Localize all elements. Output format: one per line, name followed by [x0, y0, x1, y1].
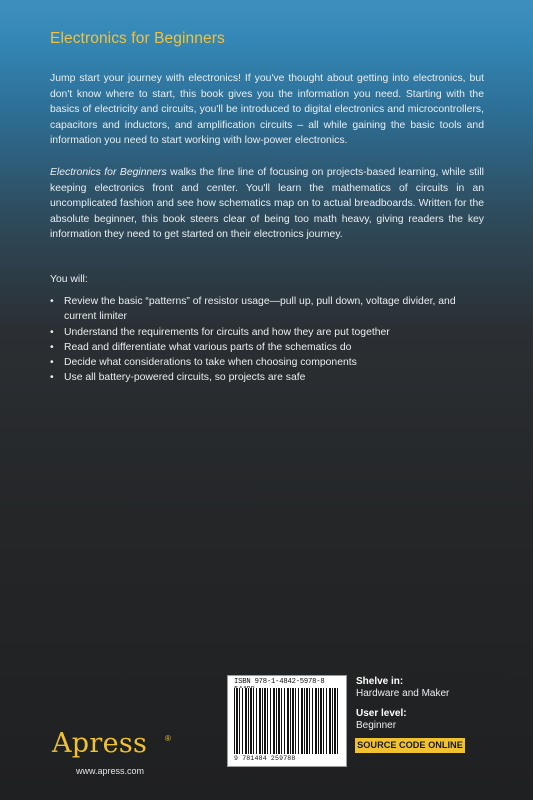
registered-mark: ®: [165, 734, 171, 743]
description-paragraph-2: [50, 165, 484, 243]
learning-bullets: [50, 294, 470, 386]
barcode-bars: [234, 688, 340, 754]
apress-logo: Apress: [52, 728, 148, 759]
book-title: Electronics for Beginners: [50, 30, 225, 47]
description-paragraph-1: Jump start your journey with electronics! If you've thought about getting into electronics, but don't know where to start, this book gives you the information you need. Starting with the basics of electricity and circuits, you'll be introduced to digital electronics and microcontrollers, capacitors and inductors, and amplification circuits – all while gaining the basic tools and information you need to start working with low-power electronics.: [50, 73, 484, 147]
barcode-digits: 9 781484 259788: [234, 755, 296, 762]
shelve-in-value: Hardware and Maker: [356, 688, 450, 699]
user-level-label: User level:: [356, 708, 407, 719]
book-title-italic: Electronics for Beginners: [50, 167, 167, 178]
user-level-value: Beginner: [356, 720, 397, 731]
description-paragraph-2-text: walks the fine line of focusing on projects-based learning, while still keeping electronics front and center. You'll learn the mathematics of circuits in an uncomplicated fashion and see how schematics map on to actual breadboards. Written for the absolute beginner, this book steers clear of being too math heavy, giving readers the key information they need to get started on their electronics journey.: [50, 167, 484, 241]
bullet-item: • Understand the requirements for circuits and how they are put together: [50, 325, 470, 340]
bullet-item: • Read and differentiate what various parts of the schematics do: [50, 340, 470, 355]
bullet-item: • Use all battery-powered circuits, so projects are safe: [50, 370, 470, 385]
you-will-heading: You will:: [50, 274, 88, 285]
publisher-url: www.apress.com: [76, 766, 145, 776]
isbn-barcode: [227, 675, 347, 767]
shelve-in-label: Shelve in:: [356, 676, 404, 687]
source-code-badge: SOURCE CODE ONLINE: [355, 738, 465, 753]
bullet-item: • Decide what considerations to take when choosing components: [50, 355, 470, 370]
bullet-item: • Review the basic “patterns” of resistor usage—pull up, pull down, voltage divider, and current limiter: [50, 294, 470, 325]
isbn-text: ISBN 978-1-4842-5978-8: [234, 678, 346, 694]
